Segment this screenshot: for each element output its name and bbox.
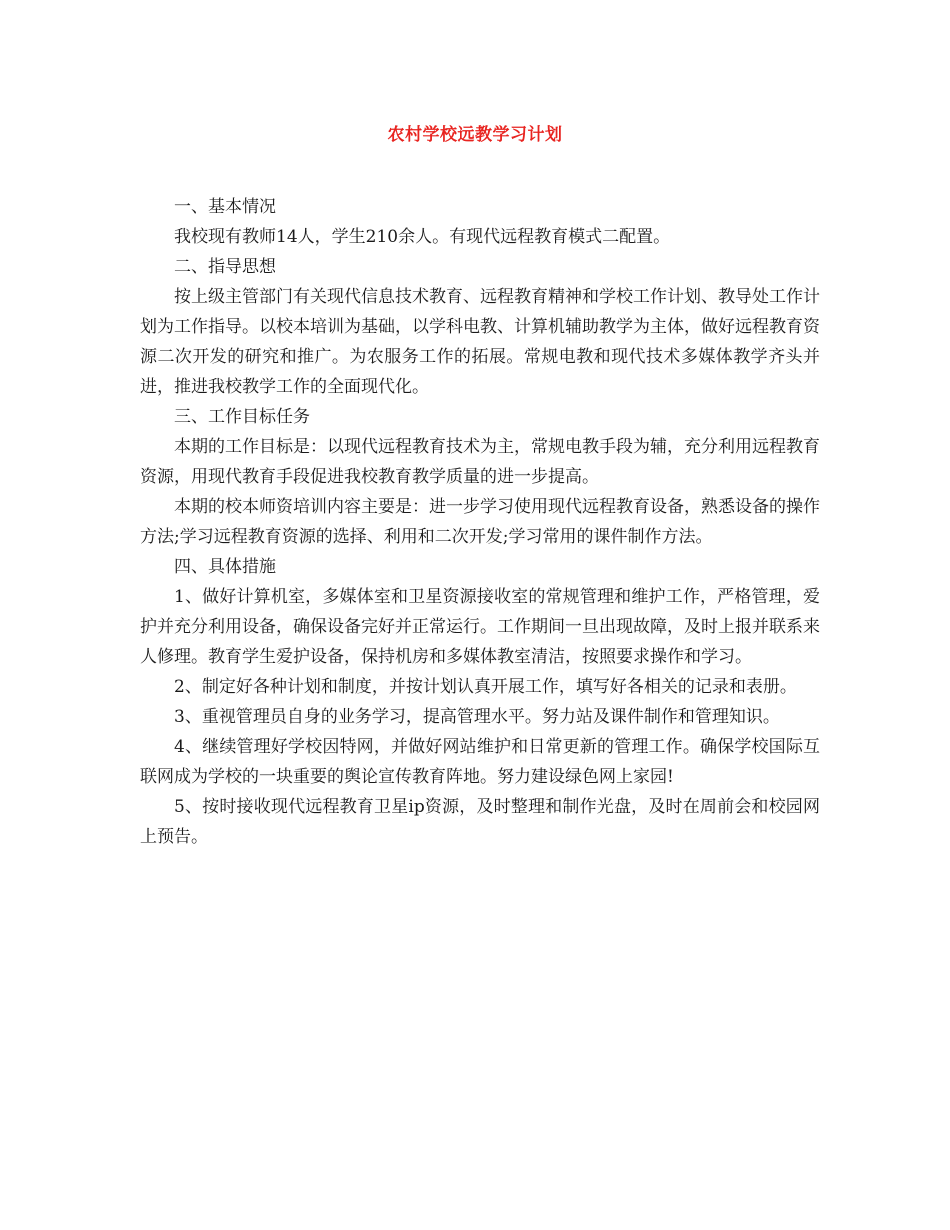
paragraph: 本期的校本师资培训内容主要是：进一步学习使用现代远程教育设备，熟悉设备的操作方法;学习远程教育资源的选择、利用和二次开发;学习常用的课件制作方法。	[140, 497, 820, 547]
document-body	[140, 192, 820, 852]
document-title: 农村学校远教学习计划	[387, 125, 563, 145]
paragraph: 5、按时接收现代远程教育卫星ip资源，及时整理和制作光盘，及时在周前会和校园网上预告。	[140, 797, 820, 847]
paragraph: 按上级主管部门有关现代信息技术教育、远程教育精神和学校工作计划、教导处工作计划为工作指导。以校本培训为基础，以学科电教、计算机辅助教学为主体，做好远程教育资源二次开发的研究和推广。为农服务工作的拓展。常规电教和现代技术多媒体教学齐头并进，推进我校教学工作的全面现代化。	[140, 287, 820, 397]
section-heading-specific-measures: 四、具体措施	[174, 557, 276, 577]
section-heading-basic-situation: 一、基本情况	[174, 197, 276, 217]
paragraph: 4、继续管理好学校因特网，并做好网站维护和日常更新的管理工作。确保学校国际互联网成为学校的一块重要的舆论宣传教育阵地。努力建设绿色网上家园!	[140, 737, 820, 787]
paragraph: 3、重视管理员自身的业务学习，提高管理水平。努力站及课件制作和管理知识。	[174, 707, 780, 727]
paragraph: 本期的工作目标是：以现代远程教育技术为主，常规电教手段为辅，充分利用远程教育资源，用现代教育手段促进我校教育教学质量的进一步提高。	[140, 437, 820, 487]
section-heading-guiding-ideology: 二、指导思想	[174, 257, 276, 277]
paragraph: 2、制定好各种计划和制度，并按计划认真开展工作，填写好各相关的记录和表册。	[174, 677, 797, 697]
paragraph: 1、做好计算机室，多媒体室和卫星资源接收室的常规管理和维护工作，严格管理，爱护并充分利用设备，确保设备完好并正常运行。工作期间一旦出现故障，及时上报并联系来人修理。教育学生爱护设备，保持机房和多媒体教室清洁，按照要求操作和学习。	[140, 587, 820, 667]
section-heading-work-goals: 三、工作目标任务	[174, 407, 310, 427]
paragraph: 我校现有教师14人，学生210余人。有现代远程教育模式二配置。	[174, 227, 671, 247]
